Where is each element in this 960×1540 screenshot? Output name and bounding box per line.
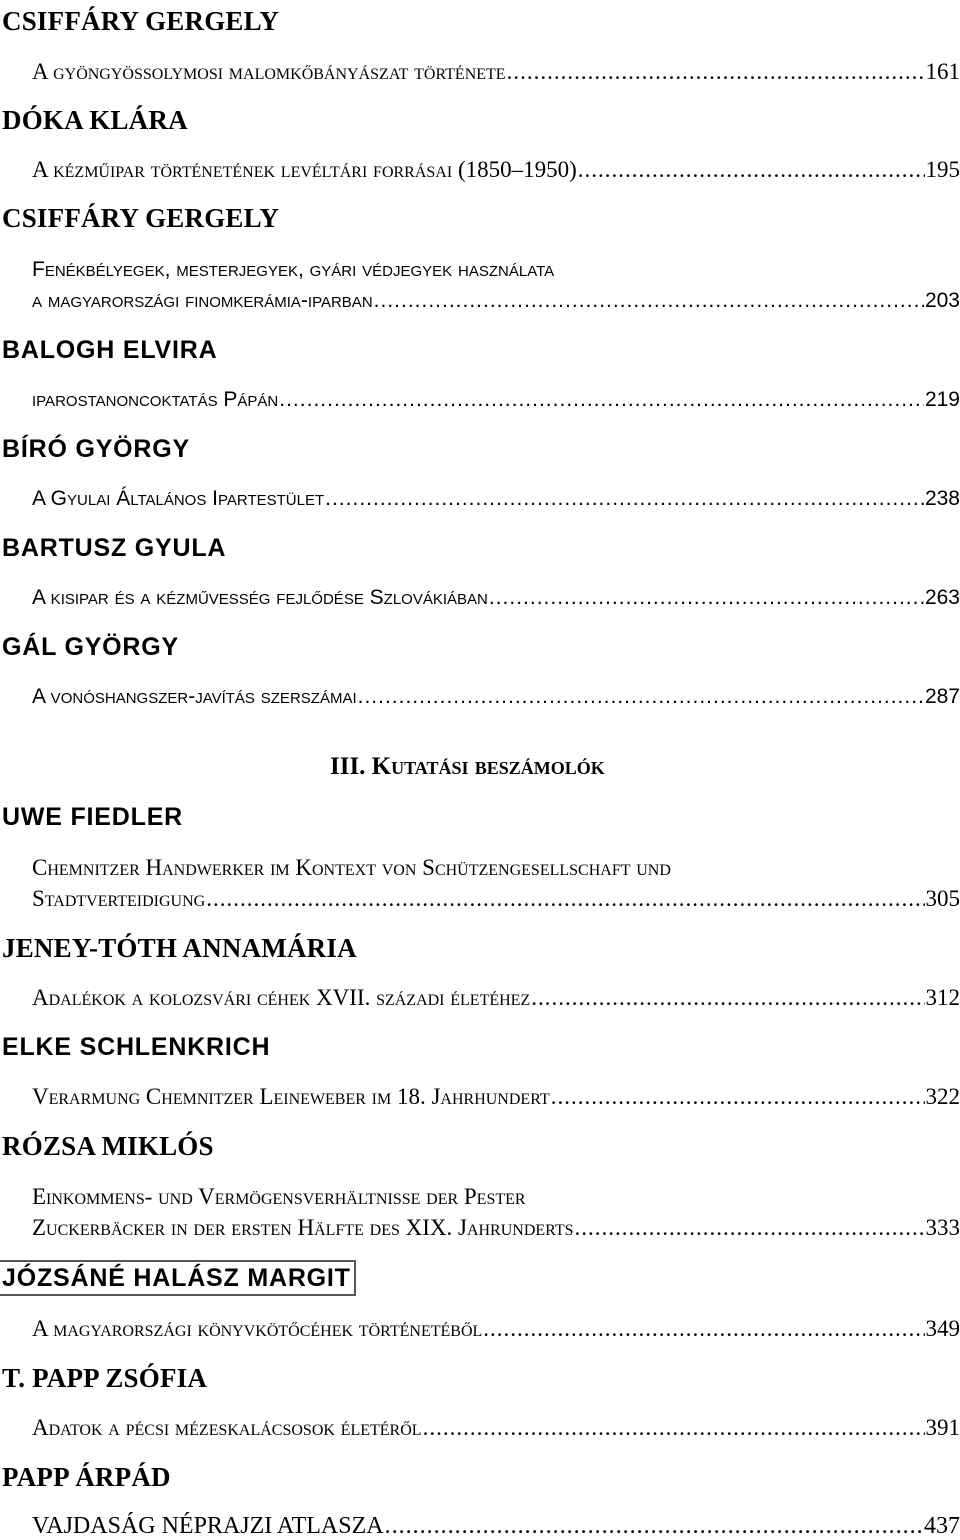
entry-title: A gyöngyössolymosi malomkőbányászat története: [32, 59, 506, 84]
entry-title: VAJDASÁG NÉPRAJZI ATLASZA: [32, 1513, 384, 1539]
section-heading: III. Kutatási beszámolók: [330, 753, 605, 780]
page-number: 161: [925, 59, 960, 84]
page-number: 349: [925, 1316, 960, 1341]
author-name-selected[interactable]: JÓZSÁNÉ HALÁSZ MARGIT: [2, 1264, 351, 1292]
author-name: DÓKA KLÁRA: [2, 105, 188, 135]
leader-dots: [575, 1214, 925, 1242]
page-number: 287: [924, 685, 960, 708]
page-number: 391: [925, 1415, 960, 1440]
leader-dots: [507, 58, 925, 86]
leader-dots: [325, 485, 924, 513]
entry-title: Stadtverteidigung: [32, 886, 206, 911]
entry-title: iparostanoncoktatás Pápán: [32, 388, 279, 411]
toc-entry[interactable]: [32, 1315, 960, 1343]
leader-dots: [279, 386, 924, 414]
toc-entry[interactable]: [32, 683, 960, 711]
leader-dots: [489, 584, 924, 612]
author-name: JENEY-TÓTH ANNAMÁRIA: [2, 933, 357, 963]
entry-title: Adatok a pécsi mézeskalácsosok életéről: [32, 1415, 422, 1440]
entry-title-line: Fenékbélyegek, mesterjegyek, gyári védjegyek használata: [32, 258, 555, 281]
author-name: UWE FIEDLER: [2, 803, 184, 831]
leader-dots: [483, 1315, 924, 1343]
entry-title: A vonóshangszer-javítás szerszámai: [32, 685, 357, 708]
toc-entry[interactable]: [32, 1214, 960, 1242]
author-name: PAPP ÁRPÁD: [2, 1462, 171, 1492]
leader-dots: [374, 287, 924, 315]
page-number: 263: [924, 586, 960, 609]
page-number: 437: [924, 1513, 960, 1539]
leader-dots: [206, 885, 924, 913]
toc-entry[interactable]: [32, 485, 960, 513]
page-number: 333: [925, 1215, 960, 1240]
entry-title: A magyarországi könyvkötőcéhek történetéből: [32, 1316, 483, 1341]
toc-entry[interactable]: [32, 885, 960, 913]
leader-dots: [358, 683, 924, 711]
leader-dots: [423, 1414, 925, 1442]
page-number: 195: [925, 157, 960, 182]
entry-title: A kézműipar történetének levéltári forrásai (1850–1950): [32, 157, 577, 182]
author-name: GÁL GYÖRGY: [2, 633, 180, 661]
entry-title: Adalékok a kolozsvári céhek XVII. századi életéhez: [32, 985, 531, 1010]
entry-title-line: Chemnitzer Handwerker im Kontext von Schützengesellschaft und: [32, 855, 671, 880]
leader-dots: [551, 1083, 925, 1111]
page-number: 203: [924, 289, 960, 312]
page-number: 219: [924, 388, 960, 411]
leader-dots: [385, 1512, 923, 1540]
entry-title: A kisipar és a kézművesség fejlődése Szlovákiában: [32, 586, 488, 609]
toc-entry[interactable]: [32, 984, 960, 1012]
entry-title-line: Einkommens- und Vermögensverhältnisse der Pester: [32, 1184, 526, 1209]
page-number: 305: [925, 886, 960, 911]
leader-dots: [578, 156, 925, 184]
entry-title: a magyarországi finomkerámia-iparban: [32, 289, 373, 312]
author-name: ELKE SCHLENKRICH: [2, 1033, 271, 1061]
toc-entry[interactable]: [32, 287, 960, 315]
toc-entry[interactable]: [32, 1083, 960, 1111]
toc-entry[interactable]: [32, 58, 960, 86]
toc-entry[interactable]: [32, 1512, 960, 1540]
entry-title: Zuckerbäcker in der ersten Hälfte des XIX. Jahrunderts: [32, 1215, 574, 1240]
author-name: CSIFFÁRY GERGELY: [2, 6, 280, 36]
entry-title: A Gyulai Általános Ipartestület: [32, 487, 325, 510]
author-name: BARTUSZ GYULA: [2, 534, 227, 562]
author-name: RÓZSA MIKLÓS: [2, 1131, 214, 1161]
toc-entry[interactable]: [32, 386, 960, 414]
leader-dots: [531, 984, 924, 1012]
author-name: T. PAPP ZSÓFIA: [2, 1363, 208, 1393]
author-name: CSIFFÁRY GERGELY: [2, 203, 280, 233]
page-number: 312: [925, 985, 960, 1010]
entry-title: Verarmung Chemnitzer Leineweber im 18. Jahrhundert: [32, 1084, 550, 1109]
toc-entry[interactable]: [32, 1414, 960, 1442]
toc-entry[interactable]: [32, 584, 960, 612]
author-name: BÍRÓ GYÖRGY: [2, 435, 190, 463]
page-number: 238: [924, 487, 960, 510]
toc-entry[interactable]: [32, 156, 960, 184]
author-name: BALOGH ELVIRA: [2, 336, 218, 364]
page-number: 322: [925, 1084, 960, 1109]
